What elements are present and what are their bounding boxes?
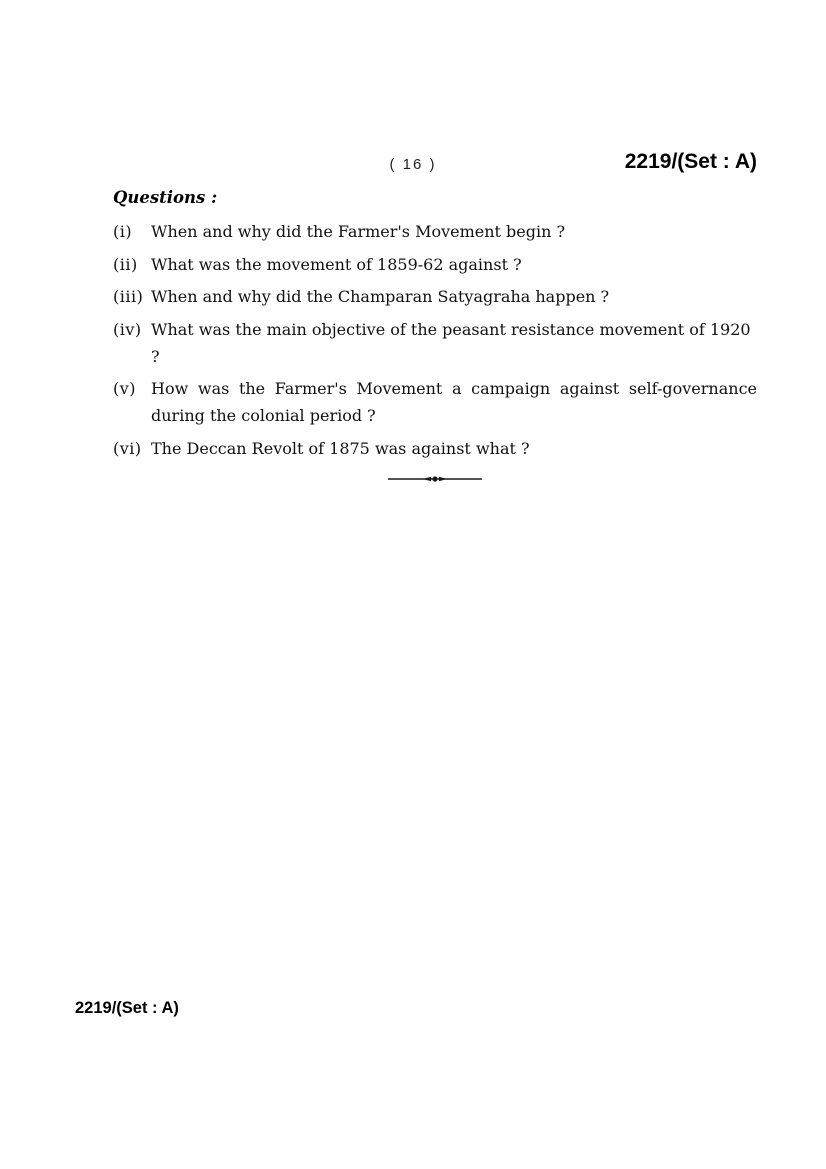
page-number: ( 16 ) [389,156,437,173]
question-text: The Deccan Revolt of 1875 was against what ? [151,438,530,458]
question-item [113,435,757,462]
page-header [0,150,826,180]
question-text: How was the Farmer's Movement a campaign against self-governance during the colonial period ? [151,379,757,425]
question-text: When and why did the Champaran Satyagraha happen ? [151,287,610,306]
set-code-footer: 2219/(Set : A) [75,999,179,1017]
set-code-header: 2219/(Set : A) [624,150,757,173]
question-text: What was the movement of 1859-62 against ? [151,254,522,274]
question-label: (ii) [113,254,138,274]
question-text: When and why did the Farmer's Movement begin ? [151,222,566,241]
questions-heading: Questions : [113,188,218,207]
question-item [113,251,757,278]
question-label: (v) [113,379,137,398]
question-label: (iv) [113,319,142,339]
question-item [113,218,757,245]
question-item [113,316,757,370]
questions-section [113,185,757,484]
question-text: What was the main objective of the peasant resistance movement of 1920 ? [151,319,751,366]
question-label: (vi) [113,438,142,458]
question-label: (iii) [113,287,144,306]
question-label: (i) [113,222,133,241]
question-item [113,375,757,429]
section-end-divider-icon [387,474,483,484]
question-item [113,283,757,310]
